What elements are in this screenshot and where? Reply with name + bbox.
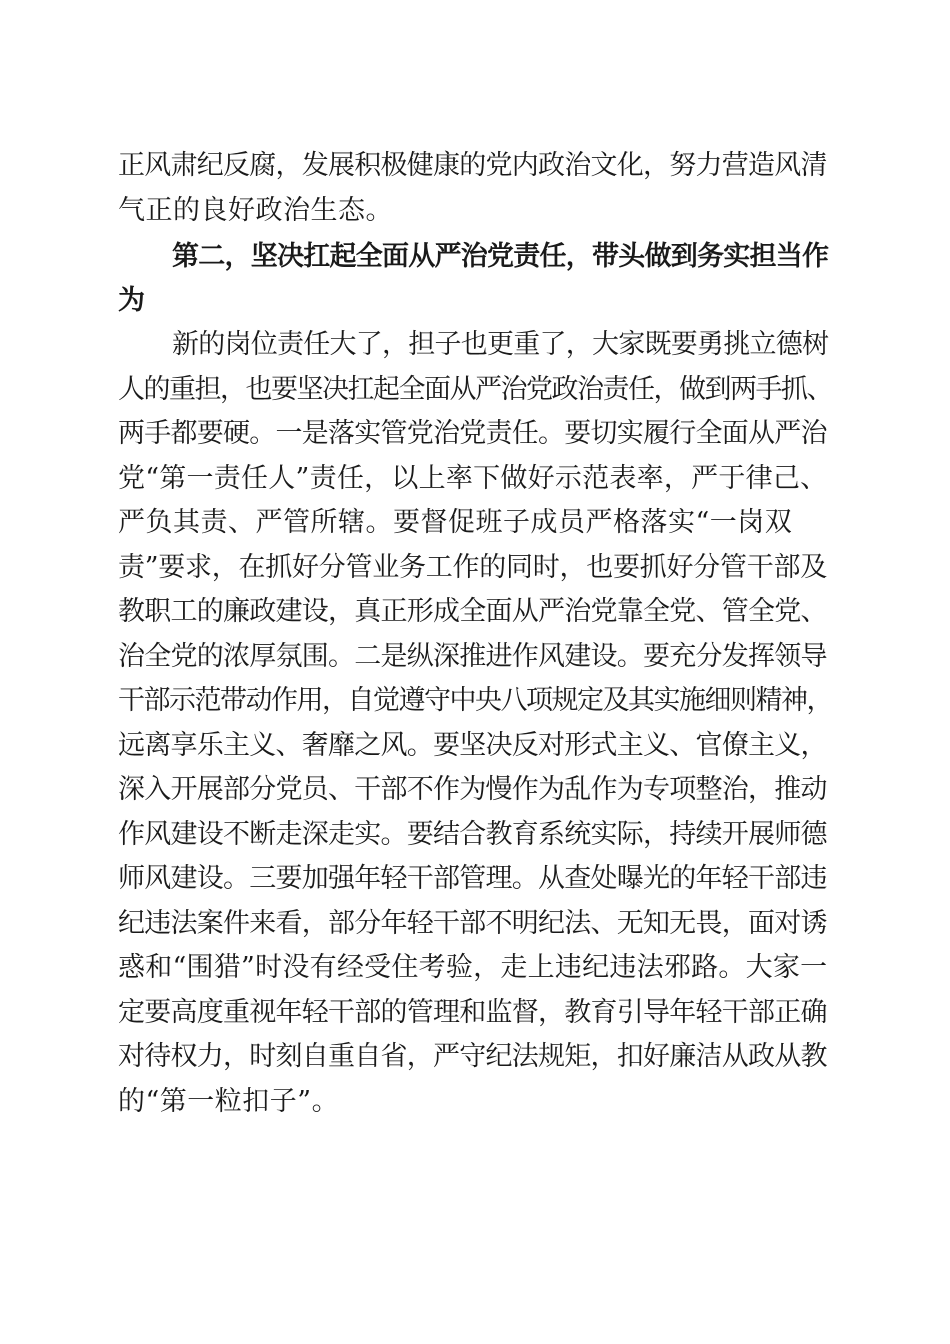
body-line-4: 党“第一责任人”责任，以上率下做好示范表率，严于律己、 bbox=[118, 463, 828, 494]
body-line-16: 定要高度重视年轻干部的管理和监督，教育引导年轻干部正确 bbox=[118, 997, 827, 1028]
body-line-9: 干部示范带动作用，自觉遵守中央八项规定及其实施细则精神， bbox=[118, 685, 832, 716]
section-heading-line-2: 为 bbox=[118, 285, 146, 316]
body-line-1: 新的岗位责任大了，担子也更重了，大家既要勇挑立德树 bbox=[172, 329, 829, 360]
body-line-15: 惑和“围猎”时没有经受住考验，走上违纪违法邪路。大家一 bbox=[118, 952, 828, 983]
body-line-6: 责”要求，在抓好分管业务工作的同时，也要抓好分管干部及 bbox=[118, 552, 828, 583]
body-line-11: 深入开展部分党员、干部不作为慢作为乱作为专项整治，推动 bbox=[118, 774, 827, 805]
section-heading-line-1: 第二，坚决扛起全面从严治党责任，带头做到务实担当作 bbox=[172, 241, 829, 272]
body-line-10: 远离享乐主义、奢靡之风。要坚决反对形式主义、官僚主义， bbox=[118, 730, 827, 761]
body-line-8: 治全党的浓厚氛围。二是纵深推进作风建设。要充分发挥领导 bbox=[118, 641, 827, 672]
body-line-17: 对待权力，时刻自重自省，严守纪法规矩，扣好廉洁从政从教 bbox=[118, 1041, 827, 1072]
intro-line-1: 正风肃纪反腐，发展积极健康的党内政治文化，努力营造风清 bbox=[118, 150, 827, 181]
body-line-5: 严负其责、严管所辖。要督促班子成员严格落实“一岗双 bbox=[118, 507, 793, 538]
body-line-7: 教职工的廉政建设，真正形成全面从严治党靠全党、管全党、 bbox=[118, 596, 827, 627]
body-line-14: 纪违法案件来看，部分年轻干部不明纪法、无知无畏，面对诱 bbox=[118, 908, 827, 939]
body-line-13: 师风建设。三要加强年轻干部管理。从查处曝光的年轻干部违 bbox=[118, 863, 827, 894]
body-line-18: 的“第一粒扣子”。 bbox=[118, 1086, 340, 1117]
body-line-3: 两手都要硬。一是落实管党治党责任。要切实履行全面从严治 bbox=[118, 418, 827, 449]
intro-line-2: 气正的良好政治生态。 bbox=[118, 195, 393, 226]
body-line-12: 作风建设不断走深走实。要结合教育系统实际，持续开展师德 bbox=[118, 819, 827, 850]
body-line-2: 人的重担，也要坚决扛起全面从严治党政治责任，做到两手抓、 bbox=[118, 374, 832, 405]
